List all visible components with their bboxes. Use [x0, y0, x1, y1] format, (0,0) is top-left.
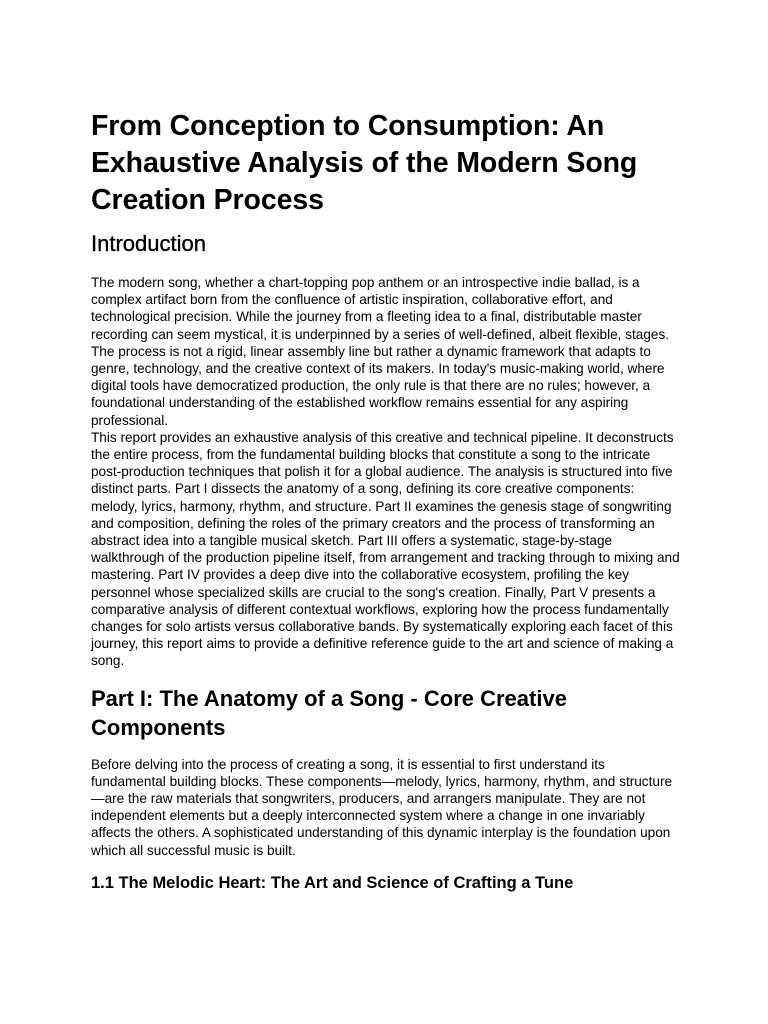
subsection-1-1-heading: 1.1 The Melodic Heart: The Art and Science of Crafting a Tune: [91, 873, 574, 892]
introduction-paragraph-2: This report provides an exhaustive analysis of this creative and technical pipeline. It deconstructs the entire process, from the fundamental building blocks that constitute a song to the intricate post-production techniques that polish it for a global audience. The analysis is structured into five distinct parts. Part I dissects the anatomy of a song, defining its core creative components: melody, lyrics, harmony, rhythm, and structure. Part II examines the genesis stage of songwriting and composition, defining the roles of the primary creators and the process of transforming an abstract idea into a tangible musical sketch. Part III offers a systematic, stage-by-stage walkthrough of the production pipeline itself, from arrangement and tracking through to mixing and mastering. Part IV provides a deep dive into the collaborative ecosystem, profiling the key personnel whose specialized skills are crucial to the song's creation. Finally, Part V presents a comparative analysis of different contextual workflows, exploring how the process fundamentally changes for solo artists versus collaborative bands. By systematically exploring each facet of this journey, this report aims to provide a definitive reference guide to the art and science of making a song.: [91, 429, 680, 669]
document-title: From Conception to Consumption: An Exhaustive Analysis of the Modern Song Creation Process: [91, 110, 638, 216]
part-1-heading: Part I: The Anatomy of a Song - Core Creative Components: [91, 685, 567, 740]
introduction-heading: Introduction: [91, 231, 206, 256]
document-page: [91, 108, 681, 894]
part-1-paragraph-1: Before delving into the process of creating a song, it is essential to first understand its fundamental building blocks. These components—melody, lyrics, harmony, rhythm, and structure—are the raw materials that songwriters, producers, and arrangers manipulate. They are not independent elements but a deeply interconnected system where a change in one invariably affects the others. A sophisticated understanding of this dynamic interplay is the foundation upon which all successful music is built.: [91, 756, 673, 858]
introduction-paragraph-1: The modern song, whether a chart-topping pop anthem or an introspective indie ballad, is a complex artifact born from the confluence of artistic inspiration, collaborative effort, and technological precision. While the journey from a fleeting idea to a final, distributable master recording can seem mystical, it is underpinned by a series of well-defined, albeit flexible, stages. The process is not a rigid, linear assembly line but rather a dynamic framework that adapts to genre, technology, and the creative context of its makers. In today's music-making world, where digital tools have democratized production, the only rule is that there are no rules; however, a foundational understanding of the established workflow remains essential for any aspiring professional.: [91, 275, 670, 428]
